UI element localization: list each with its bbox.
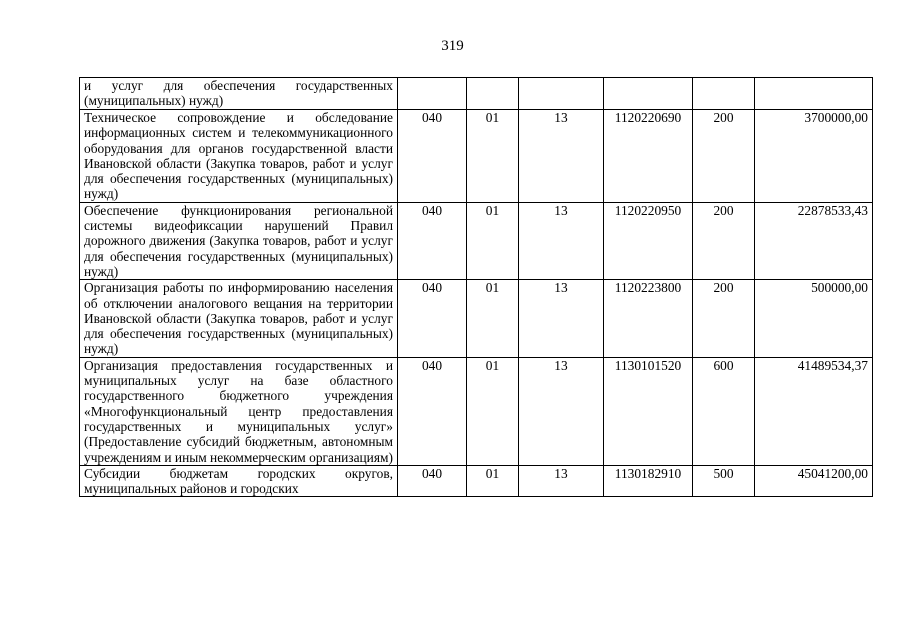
section-cell: 01 xyxy=(467,357,519,465)
section-cell: 01 xyxy=(467,110,519,203)
row-name-cell: Техническое сопровождение и обследование информационных систем и телекоммуникационного оборудования для органов государственной власти Ивановской области (Закупка товаров, работ и услуг для обеспечения государственных (муниципальных) нужд) xyxy=(80,110,398,203)
subsection-cell: 13 xyxy=(519,357,604,465)
target-item-cell: 1120220950 xyxy=(604,202,693,279)
amount-cell: 22878533,43 xyxy=(755,202,873,279)
section-cell: 01 xyxy=(467,280,519,357)
row-name-cell: и услуг для обеспечения государственных (муниципальных) нужд) xyxy=(80,78,398,110)
page-number: 319 xyxy=(441,38,464,54)
amount-cell: 41489534,37 xyxy=(755,357,873,465)
section-cell xyxy=(467,78,519,110)
subsection-cell: 13 xyxy=(519,465,604,497)
table-row xyxy=(80,357,873,465)
table-row xyxy=(80,465,873,497)
ministry-code-cell: 040 xyxy=(398,465,467,497)
subsection-cell: 13 xyxy=(519,202,604,279)
budget-table xyxy=(79,77,873,497)
row-name-cell: Организация работы по информированию населения об отключении аналогового вещания на территории Ивановской области (Закупка товаров, работ и услуг для обеспечения государственных (муниципальных) нужд) xyxy=(80,280,398,357)
expense-type-cell: 600 xyxy=(693,357,755,465)
section-cell: 01 xyxy=(467,202,519,279)
subsection-cell: 13 xyxy=(519,280,604,357)
ministry-code-cell: 040 xyxy=(398,280,467,357)
subsection-cell: 13 xyxy=(519,110,604,203)
expense-type-cell: 500 xyxy=(693,465,755,497)
expense-type-cell: 200 xyxy=(693,110,755,203)
target-item-cell: 1130101520 xyxy=(604,357,693,465)
amount-cell: 3700000,00 xyxy=(755,110,873,203)
row-name-cell: Субсидии бюджетам городских округов, муниципальных районов и городских xyxy=(80,465,398,497)
target-item-cell: 1130182910 xyxy=(604,465,693,497)
table-row xyxy=(80,202,873,279)
expense-type-cell: 200 xyxy=(693,202,755,279)
ministry-code-cell xyxy=(398,78,467,110)
amount-cell: 500000,00 xyxy=(755,280,873,357)
ministry-code-cell: 040 xyxy=(398,357,467,465)
expense-type-cell: 200 xyxy=(693,280,755,357)
ministry-code-cell: 040 xyxy=(398,202,467,279)
section-cell: 01 xyxy=(467,465,519,497)
table-row xyxy=(80,78,873,110)
target-item-cell: 1120220690 xyxy=(604,110,693,203)
expense-type-cell xyxy=(693,78,755,110)
row-name-cell: Обеспечение функционирования региональной системы видеофиксации нарушений Правил дорожного движения (Закупка товаров, работ и услуг для обеспечения государственных (муниципальных) нужд) xyxy=(80,202,398,279)
table-row xyxy=(80,110,873,203)
target-item-cell xyxy=(604,78,693,110)
table-row xyxy=(80,280,873,357)
amount-cell xyxy=(755,78,873,110)
row-name-cell: Организация предоставления государственных и муниципальных услуг на базе областного государственного бюджетного учреждения «Многофункциональный центр предоставления государственных и муниципальных услуг» (Предоставление субсидий бюджетным, автономным учреждениям и иным некоммерческим организациям) xyxy=(80,357,398,465)
amount-cell: 45041200,00 xyxy=(755,465,873,497)
subsection-cell xyxy=(519,78,604,110)
ministry-code-cell: 040 xyxy=(398,110,467,203)
target-item-cell: 1120223800 xyxy=(604,280,693,357)
